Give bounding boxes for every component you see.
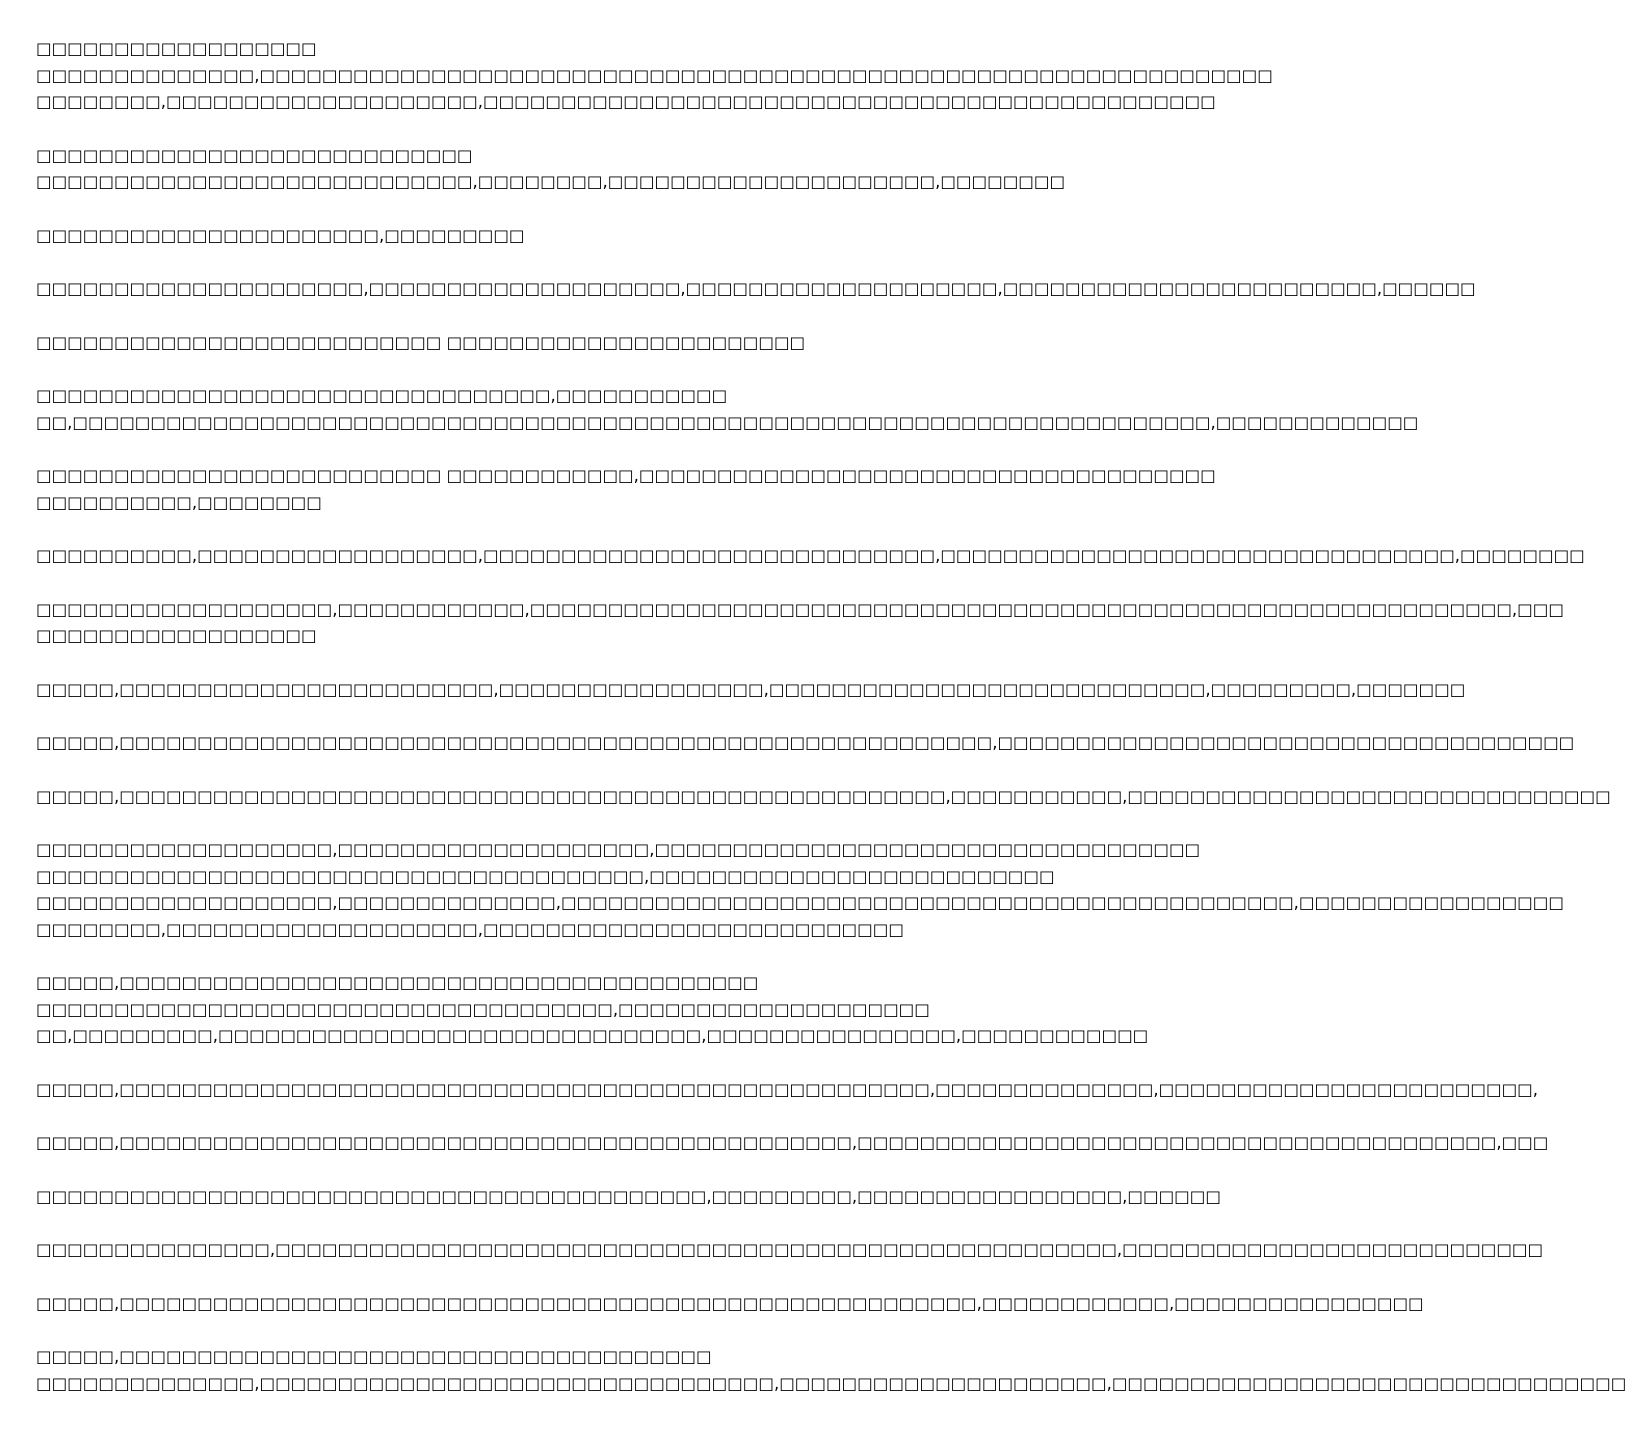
text-line: □□□□□□□□□□□□□□,□□□□□□□□□□□□□□□□□□□□□□□□□□□□□□□□□,□□□□□□□□□□□□□□□□□□□□□,□□□□□□□□□□□□□□□□□□□□□□□□□□□□□□□□□ bbox=[36, 1373, 1626, 1393]
text-line: □□□□□□□□□□□□□□□□□□□,□□□□□□□□□□□□,□□□□□□□□□□□□□□□□□□□□□□□□□□□□□□□□□□□□□□□□□□□□□□□□□□□□□□□□□□□□□□□,□□□ bbox=[36, 599, 1564, 619]
text-line: □□□□□,□□□□□□□□□□□□□□□□□□□□□□□□□□□□□□□□□□□□□□□□□□□□□□□□□□□□,□□□□□□□□□□□□□□,□□□□□□□□□□□□□□□□□□□□□□□□, bbox=[36, 1079, 1538, 1099]
text-line: □□□□□□□□□□,□□□□□□□□□□□□□□□□□□,□□□□□□□□□□□□□□□□□□□□□□□□□□□□□,□□□□□□□□□□□□□□□□□□□□□□□□□□□□□□□□□,□□□□□□□□ bbox=[36, 546, 1585, 565]
paragraph bbox=[36, 143, 1066, 196]
text-line: □□□□□,□□□□□□□□□□□□□□□□□□□□□□□□□□□□□□□□□□□□□□□□□□□□□□□□□□□□□,□□□□□□□□□□□,□□□□□□□□□□□□□□□□□□□□□□□□□□□□□□□ bbox=[36, 786, 1611, 806]
text-line: □□□□□□□□□□□□□□□□□□□,□□□□□□□□□□□□□□□□□□□□,□□□□□□□□□□□□□□□□□□□□□□□□□□□□□□□□□□□ bbox=[36, 840, 1201, 859]
text-line: □□□□□□□□□□□□□□□□□□□□□□□□□□ □□□□□□□□□□□□□□□□□□□□□□□ bbox=[36, 332, 806, 352]
text-line: □□□□□,□□□□□□□□□□□□□□□□□□□□□□□□□□□□□□□□□□□□□□□□□□□□□□□,□□□□□□□□□□□□□□□□□□□□□□□□□□□□□□□□□□□□□□□□□,□□□ bbox=[36, 1133, 1549, 1152]
paragraph bbox=[36, 1237, 1544, 1264]
text-line: □□□□□□□□,□□□□□□□□□□□□□□□□□□□□,□□□□□□□□□□□□□□□□□□□□□□□□□□□□□□□□□□□□□□□□□□□□□□□ bbox=[36, 92, 1216, 111]
paragraph bbox=[36, 1291, 1424, 1318]
text-line: □□□□□□□□□□□□□□□□□□□□□□□□□□ □□□□□□□□□□□□,□□□□□□□□□□□□□□□□□□□□□□□□□□□□□□□□□□□□□ bbox=[36, 466, 1216, 485]
text-line: □□□□□□□□□□□□□□□□□□□,□□□□□□□□□□□□□□,□□□□□□□□□□□□□□□□□□□□□□□□□□□□□□□□□□□□□□□□□□□□□□□,□□□□□□□□□□□□□□□□□ bbox=[36, 893, 1564, 912]
text-line: □□□□□□□□□□□□□□□□□□□□□□□□□□□□□□□□□□□□□□□□□□□,□□□□□□□□□,□□□□□□□□□□□□□□□□□,□□□□□□ bbox=[36, 1186, 1221, 1206]
paragraph bbox=[36, 837, 1564, 943]
paragraph bbox=[36, 543, 1585, 570]
text-line: □□□□□,□□□□□□□□□□□□□□□□□□□□□□□□□□□□□□□□□□□□□□□□□□□□□□□□□□□□□□□□,□□□□□□□□□□□□□□□□□□□□□□□□□□□□□□□□□□□□□ bbox=[36, 733, 1575, 752]
text-line: □□□□□□□□□□□□□□□□□□ bbox=[36, 626, 317, 645]
paragraph bbox=[36, 36, 1273, 116]
text-line: □□□□□□□□□□□□□□□□□□□□□□□□□□□□□□□□□,□□□□□□□□□□□ bbox=[36, 386, 728, 405]
text-line: □□□□□□□□□□□□□□□□□□□□□□□□□□□□ bbox=[36, 145, 473, 165]
paragraph bbox=[36, 1130, 1549, 1157]
text-line: □□□□□□□□□□□□□□□,□□□□□□□□□□□□□□□□□□□□□□□□□□□□□□□□□□□□□□□□□□□□□□□□□□□□□□,□□□□□□□□□□□□□□□□□□□□□□□□□□□ bbox=[36, 1240, 1544, 1259]
text-line: □□□□□□□□□□,□□□□□□□□ bbox=[36, 492, 322, 512]
text-line: □□,□□□□□□□□□,□□□□□□□□□□□□□□□□□□□□□□□□□□□□□□□,□□□□□□□□□□□□□□□□,□□□□□□□□□□□□ bbox=[36, 1026, 1149, 1045]
text-line: □□□□□,□□□□□□□□□□□□□□□□□□□□□□□□□□□□□□□□□□□□□□□□□ bbox=[36, 973, 759, 992]
text-line: □□□□□,□□□□□□□□□□□□□□□□□□□□□□□□□□□□□□□□□□□□□□□□□□□□□□□□□□□□□□□,□□□□□□□□□□□□,□□□□□□□□□□□□□□□□ bbox=[36, 1293, 1424, 1313]
paragraph bbox=[36, 1184, 1221, 1211]
paragraph bbox=[36, 730, 1575, 757]
text-line: □□□□□□□□□□□□□□□□□□□□□□,□□□□□□□□□ bbox=[36, 225, 525, 245]
text-line: □□□□□□□□□□□□□□□□□□ bbox=[36, 39, 317, 58]
paragraph bbox=[36, 330, 990, 357]
paragraph bbox=[36, 223, 990, 250]
text-line: □□,□□□□□□□□□□□□□□□□□□□□□□□□□□□□□□□□□□□□□□□□□□□□□□□□□□□□□□□□□□□□□□□□□□□□□□□□□,□□□□□□□□□□□□□ bbox=[36, 412, 1419, 432]
text-line: □□□□□□□□□□□□□□□□□□□□□□□□□□□□□□□□□□□□□,□□□□□□□□□□□□□□□□□□□□ bbox=[36, 999, 930, 1019]
paragraph bbox=[36, 276, 1476, 303]
text-line: □□□□□□□□□□□□□□□□□□□□□,□□□□□□□□□□□□□□□□□□□□,□□□□□□□□□□□□□□□□□□□□,□□□□□□□□□□□□□□□□□□□□□□□□,□□□□□□ bbox=[36, 279, 1476, 298]
text-line: □□□□□□□□,□□□□□□□□□□□□□□□□□□□□,□□□□□□□□□□□□□□□□□□□□□□□□□□□ bbox=[36, 919, 904, 939]
text-line: □□□□□,□□□□□□□□□□□□□□□□□□□□□□□□□□□□□□□□□□□□□□ bbox=[36, 1347, 712, 1366]
document-page bbox=[36, 36, 1626, 1436]
text-line: □□□□□□□□□□□□□□,□□□□□□□□□□□□□□□□□□□□□□□□□□□□□□□□□□□□□□□□□□□□□□□□□□□□□□□□□□□□□□□□□ bbox=[36, 65, 1273, 85]
text-line: □□□□□,□□□□□□□□□□□□□□□□□□□□□□□□,□□□□□□□□□□□□□□□□□,□□□□□□□□□□□□□□□□□□□□□□□□□□□□,□□□□□□□□□,□□□□□□□ bbox=[36, 679, 1466, 699]
paragraph bbox=[36, 383, 1419, 436]
paragraph bbox=[36, 1344, 1626, 1397]
text-line: □□□□□□□□□□□□□□□□□□□□□□□□□□□□□□□□□□□□□□□,□□□□□□□□□□□□□□□□□□□□□□□□□□ bbox=[36, 866, 1055, 886]
paragraph bbox=[36, 1077, 1538, 1104]
paragraph bbox=[36, 784, 1611, 811]
paragraph bbox=[36, 597, 1564, 650]
paragraph bbox=[36, 677, 1466, 704]
paragraph bbox=[36, 970, 1149, 1050]
text-line: □□□□□□□□□□□□□□□□□□□□□□□□□□□□,□□□□□□□□,□□□□□□□□□□□□□□□□□□□□□,□□□□□□□□ bbox=[36, 172, 1066, 191]
paragraph bbox=[36, 463, 1216, 516]
